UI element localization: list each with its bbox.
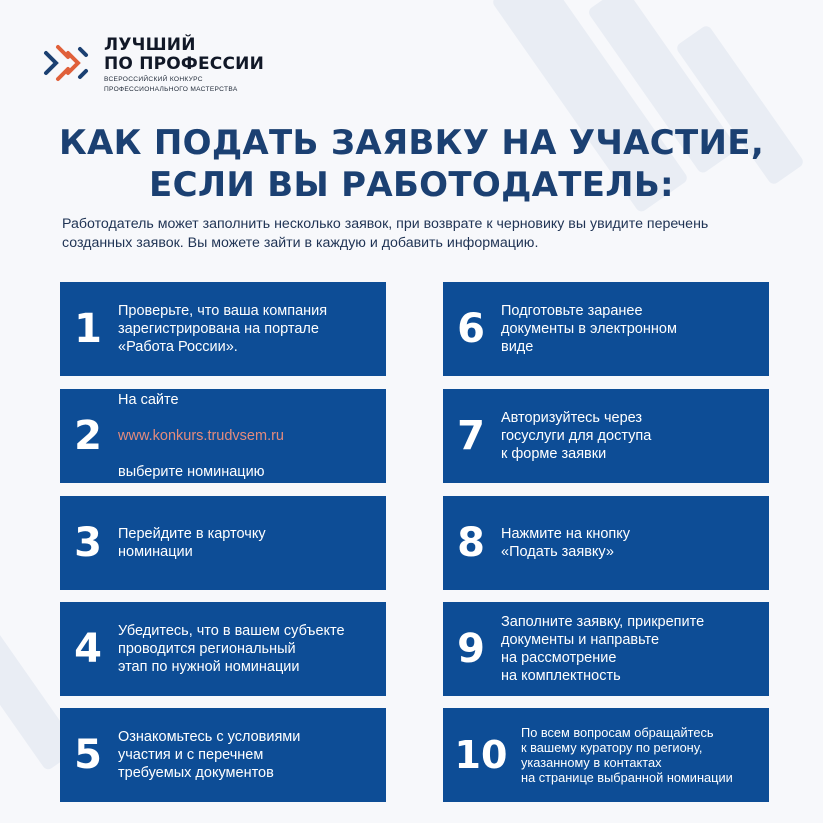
step-card-9 [443,602,769,696]
logo-title-line1: ЛУЧШИЙ [104,35,196,55]
step-text-line: На сайте [118,392,179,408]
step-number: 6 [457,306,485,352]
step-text: Проверьте, что ваша компания зарегистрирована на портале «Работа России». [118,303,328,355]
logo-text [104,36,264,94]
logo-title-line2: ПО ПРОФЕССИИ [104,54,265,74]
step-text: Подготовьте заранее документы в электронном виде [501,303,677,355]
step-number: 9 [457,626,485,672]
step-card-4 [60,602,386,696]
step-number: 10 [454,733,508,777]
step-number: 1 [74,306,102,352]
step-text-line: выберите номинацию [118,464,265,480]
contest-logo [38,36,264,94]
step-card-10 [443,708,769,802]
step-text: Убедитесь, что в вашем субъекте проводится региональный этап по нужной номинации [118,623,345,675]
step-number: 3 [74,520,102,566]
step-text: Ознакомьтесь с условиями участия и с перечнем требуемых документов [118,729,301,781]
step-text: По всем вопросам обращайтесь к вашему куратору по региону, указанному в контактах на странице выбранной номинации [521,725,733,785]
step-card-2 [60,389,386,483]
step-number: 4 [74,626,102,672]
step-card-6 [443,282,769,376]
page-title-line2: ЕСЛИ ВЫ РАБОТОДАТЕЛЬ: [149,165,674,205]
contest-website-link[interactable]: www.konkurs.trudvsem.ru [118,428,284,444]
step-text [116,373,284,499]
logo-mark-icon [38,37,94,93]
step-card-1 [60,282,386,376]
page-title-line1: КАК ПОДАТЬ ЗАЯВКУ НА УЧАСТИЕ, [58,123,765,163]
step-text: Нажмите на кнопку «Подать заявку» [501,526,630,560]
step-card-3 [60,496,386,590]
intro-text: Работодатель может заполнить несколько заявок, при возврате к черновику вы увидите перечень созданных заявок. Вы можете зайти в каждую и добавить информацию. [62,216,709,251]
step-number: 2 [74,413,102,459]
logo-subtitle-line1: ВСЕРОССИЙСКИЙ КОНКУРС [104,76,203,83]
step-text: Авторизуйтесь через госуслуги для доступа к форме заявки [501,410,652,462]
logo-subtitle-line2: ПРОФЕССИОНАЛЬНОГО МАСТЕРСТВА [104,86,238,93]
step-text: Перейдите в карточку номинации [118,526,266,560]
step-card-5 [60,708,386,802]
page-title [0,122,823,206]
step-number: 8 [457,520,485,566]
step-card-8 [443,496,769,590]
step-number: 5 [74,732,102,778]
step-text: Заполните заявку, прикрепите документы и направьте на рассмотрение на комплектность [501,614,705,684]
step-card-7 [443,389,769,483]
step-number: 7 [457,413,485,459]
